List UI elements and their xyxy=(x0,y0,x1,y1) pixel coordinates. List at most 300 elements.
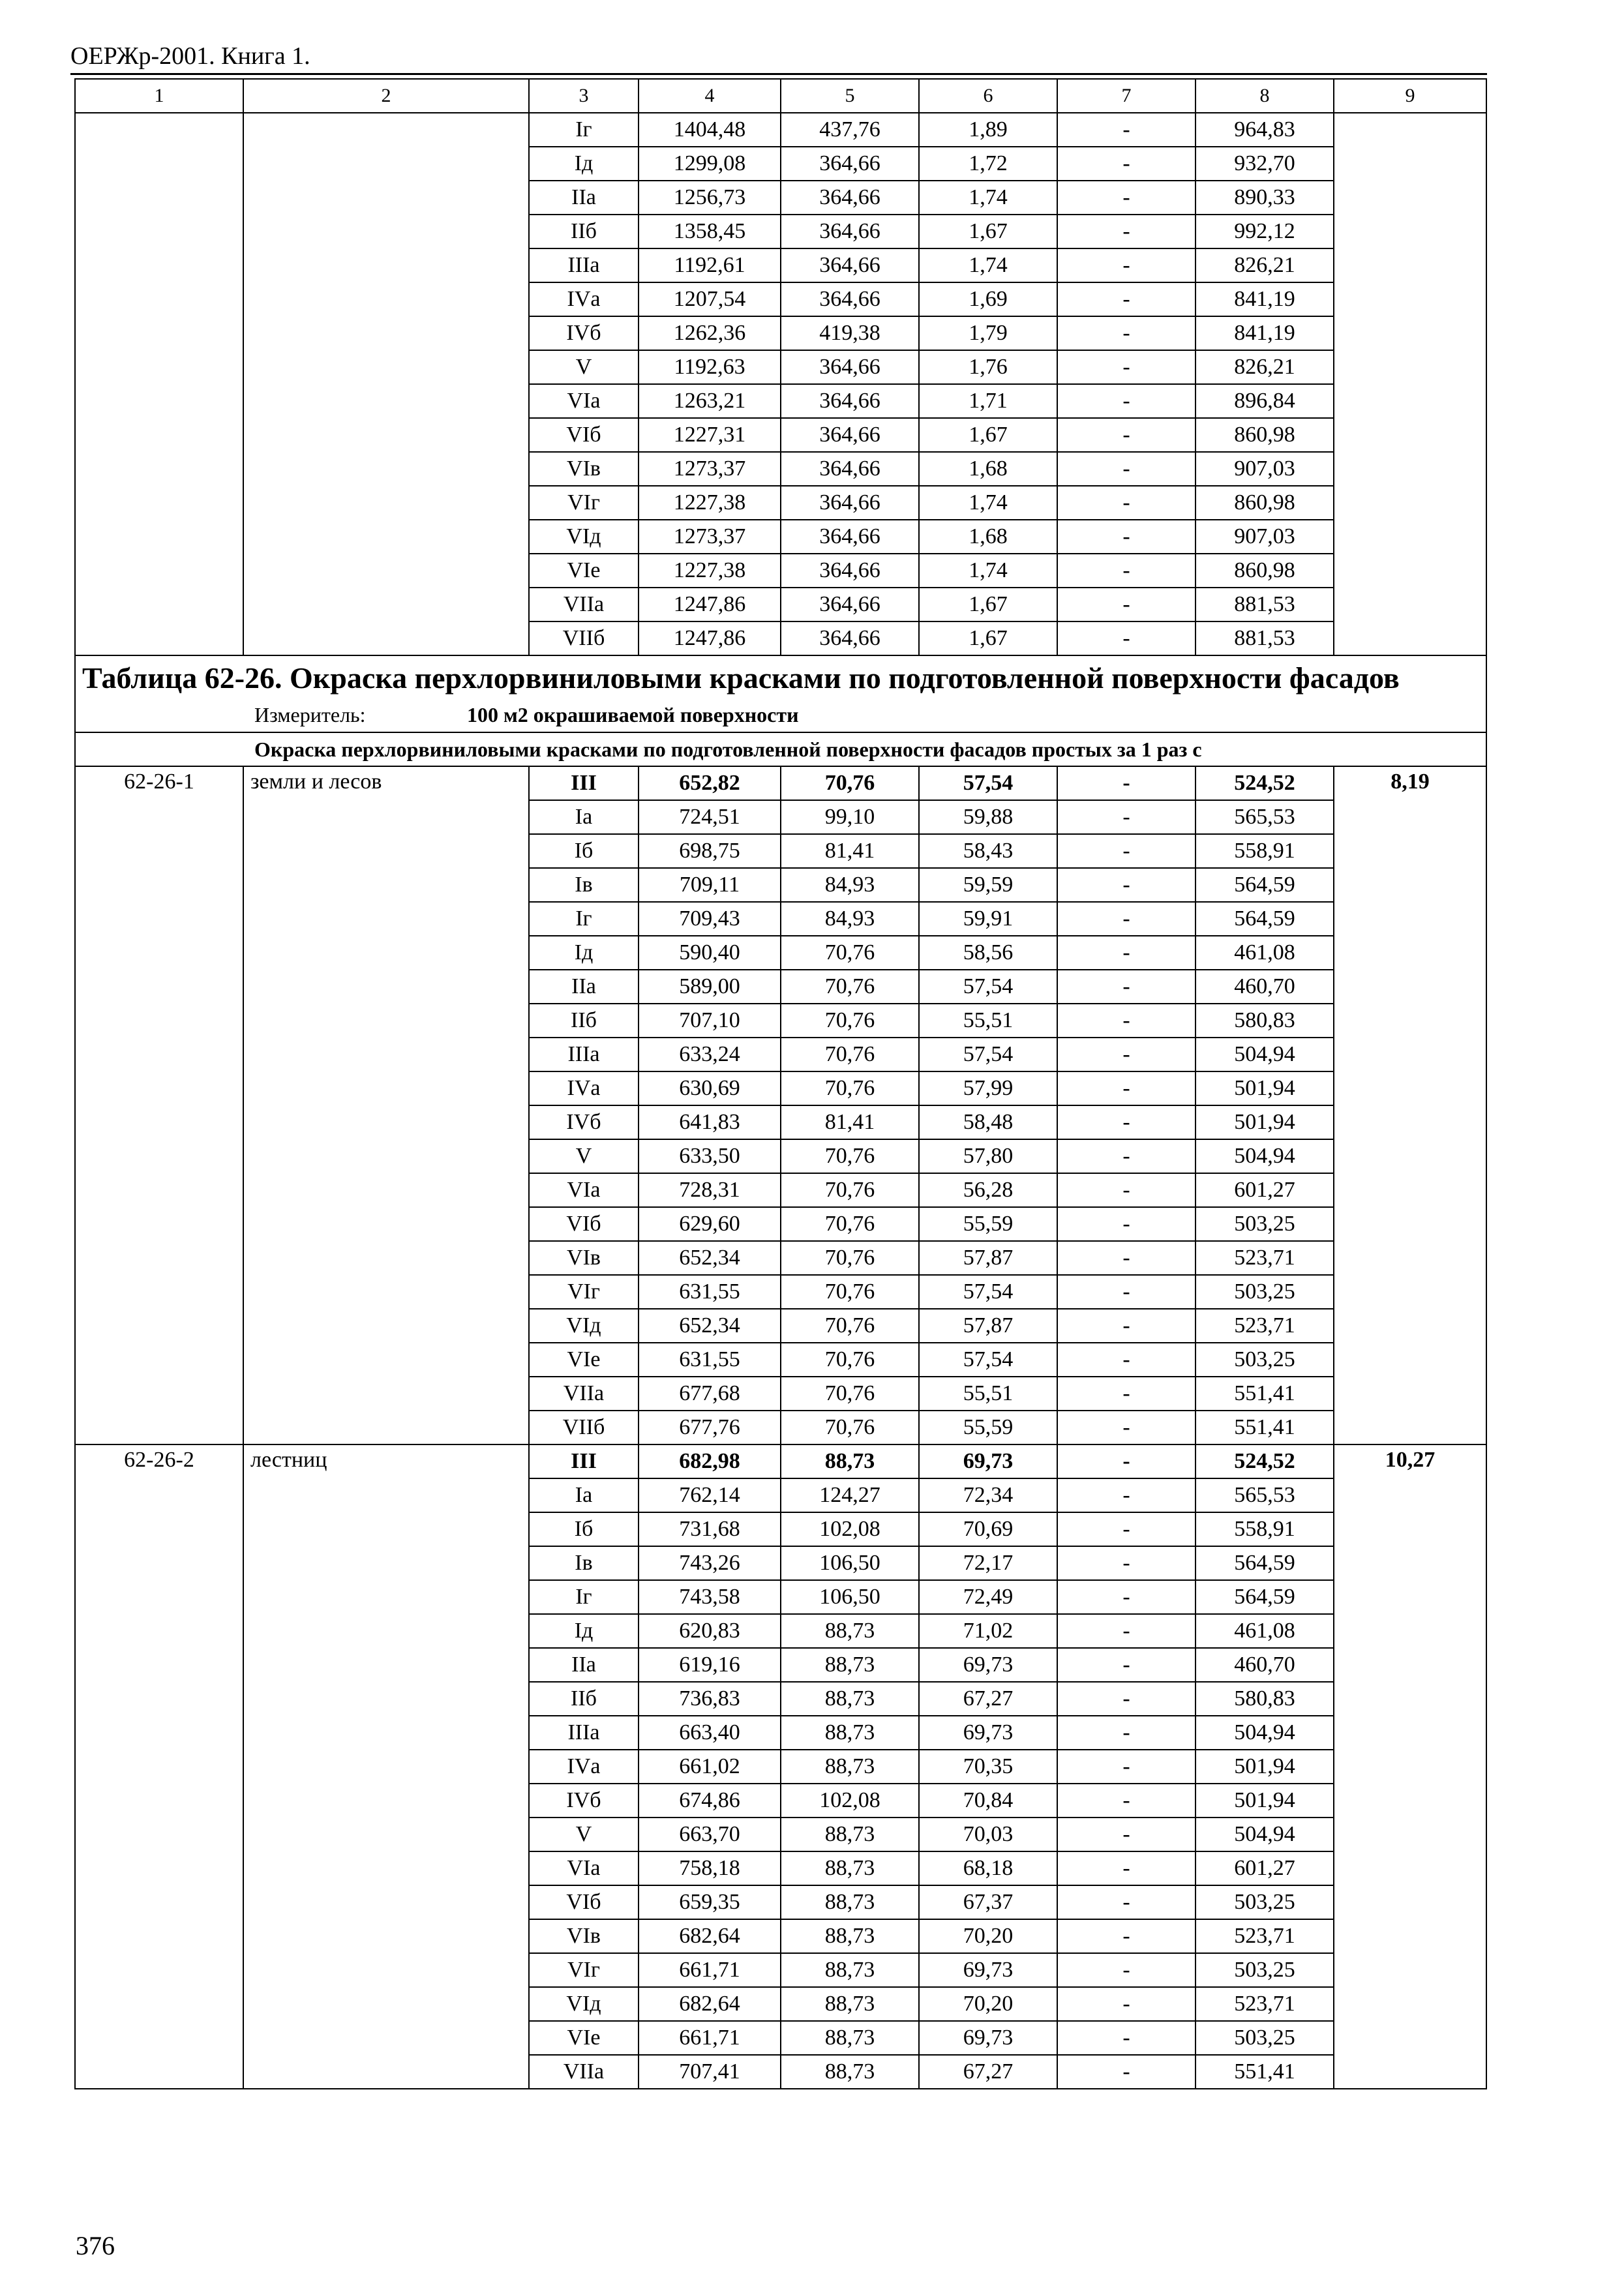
material-cost-cell: 964,83 xyxy=(1195,113,1334,147)
material-cost-cell: 523,71 xyxy=(1195,1987,1334,2021)
material-cost-cell: 523,71 xyxy=(1195,1241,1334,1275)
labor-cost-cell: 364,66 xyxy=(781,418,919,452)
labor-cost-cell: 88,73 xyxy=(781,1648,919,1682)
zone-cell: IIб xyxy=(529,1004,639,1038)
machine-cost-cell: 72,49 xyxy=(919,1580,1057,1614)
machinist-cost-cell: - xyxy=(1057,1038,1195,1071)
zone-cell: IIIа xyxy=(529,1716,639,1750)
machine-cost-cell: 1,68 xyxy=(919,520,1057,554)
machine-cost-cell: 57,87 xyxy=(919,1241,1057,1275)
machinist-cost-cell: - xyxy=(1057,1750,1195,1784)
total-cost-cell: 652,34 xyxy=(639,1309,781,1343)
zone-cell: Iг xyxy=(529,902,639,936)
material-cost-cell: 551,41 xyxy=(1195,1377,1334,1411)
labor-cost-cell: 364,66 xyxy=(781,384,919,418)
machine-cost-cell: 1,67 xyxy=(919,418,1057,452)
machinist-cost-cell: - xyxy=(1057,1512,1195,1546)
zone-cell: Iб xyxy=(529,1512,639,1546)
material-cost-cell: 907,03 xyxy=(1195,452,1334,486)
column-number: 8 xyxy=(1195,79,1334,113)
machine-cost-cell: 57,54 xyxy=(919,970,1057,1004)
machinist-cost-cell: - xyxy=(1057,1478,1195,1512)
material-cost-cell: 503,25 xyxy=(1195,1953,1334,1987)
zone-cell: VIд xyxy=(529,1309,639,1343)
section-subtitle: Окраска перхлорвиниловыми красками по подготовленной поверхности фасадов простых за 1 раз с xyxy=(75,732,1486,766)
total-cost-cell: 674,86 xyxy=(639,1784,781,1818)
labor-cost-cell: 70,76 xyxy=(781,1309,919,1343)
labor-cost-cell: 106,50 xyxy=(781,1546,919,1580)
material-cost-cell: 826,21 xyxy=(1195,350,1334,384)
total-cost-cell: 589,00 xyxy=(639,970,781,1004)
machinist-cost-cell: - xyxy=(1057,1919,1195,1953)
machinist-cost-cell: - xyxy=(1057,1309,1195,1343)
machinist-cost-cell: - xyxy=(1057,2021,1195,2055)
machine-cost-cell: 1,67 xyxy=(919,621,1057,655)
machinist-cost-cell: - xyxy=(1057,834,1195,868)
labor-cost-cell: 364,66 xyxy=(781,147,919,181)
total-cost-cell: 1192,61 xyxy=(639,248,781,282)
machine-cost-cell: 1,76 xyxy=(919,350,1057,384)
labor-cost-cell: 419,38 xyxy=(781,316,919,350)
labor-cost-cell: 84,93 xyxy=(781,868,919,902)
zone-cell: Iд xyxy=(529,147,639,181)
zone-cell: VIIа xyxy=(529,1377,639,1411)
zone-cell: VIIа xyxy=(529,588,639,621)
zone-cell: IIа xyxy=(529,181,639,215)
zone-cell: VIг xyxy=(529,1275,639,1309)
total-cost-cell: 707,10 xyxy=(639,1004,781,1038)
material-cost-cell: 564,59 xyxy=(1195,1580,1334,1614)
machine-cost-cell: 70,69 xyxy=(919,1512,1057,1546)
name-cell xyxy=(243,113,529,655)
material-cost-cell: 504,94 xyxy=(1195,1038,1334,1071)
zone-cell: VIа xyxy=(529,384,639,418)
material-cost-cell: 504,94 xyxy=(1195,1716,1334,1750)
machinist-cost-cell: - xyxy=(1057,316,1195,350)
machine-cost-cell: 55,59 xyxy=(919,1207,1057,1241)
material-cost-cell: 992,12 xyxy=(1195,215,1334,248)
total-cost-cell: 659,35 xyxy=(639,1885,781,1919)
machine-cost-cell: 70,35 xyxy=(919,1750,1057,1784)
machine-cost-cell: 55,51 xyxy=(919,1377,1057,1411)
zone-cell: VIа xyxy=(529,1851,639,1885)
machinist-cost-cell: - xyxy=(1057,1851,1195,1885)
labor-cost-cell: 88,73 xyxy=(781,1444,919,1478)
table-row xyxy=(75,113,1486,147)
total-cost-cell: 633,50 xyxy=(639,1139,781,1173)
material-cost-cell: 523,71 xyxy=(1195,1309,1334,1343)
zone-cell: IIб xyxy=(529,1682,639,1716)
labor-cost-cell: 88,73 xyxy=(781,2055,919,2089)
zone-cell: Iг xyxy=(529,113,639,147)
machinist-cost-cell: - xyxy=(1057,1580,1195,1614)
column-number: 4 xyxy=(639,79,781,113)
machinist-cost-cell: - xyxy=(1057,1173,1195,1207)
subtitle-row xyxy=(75,732,1486,766)
machine-cost-cell: 69,73 xyxy=(919,1444,1057,1478)
zone-cell: IVб xyxy=(529,1784,639,1818)
material-cost-cell: 601,27 xyxy=(1195,1173,1334,1207)
machine-cost-cell: 69,73 xyxy=(919,1953,1057,1987)
machinist-cost-cell: - xyxy=(1057,384,1195,418)
labor-cost-cell: 81,41 xyxy=(781,1105,919,1139)
material-cost-cell: 461,08 xyxy=(1195,1614,1334,1648)
zone-cell: VIв xyxy=(529,452,639,486)
total-cost-cell: 677,76 xyxy=(639,1411,781,1444)
material-cost-cell: 524,52 xyxy=(1195,1444,1334,1478)
total-cost-cell: 652,82 xyxy=(639,766,781,800)
total-cost-cell: 709,43 xyxy=(639,902,781,936)
zone-cell: V xyxy=(529,1818,639,1851)
zone-cell: VIIа xyxy=(529,2055,639,2089)
meter-label: Измеритель: xyxy=(254,703,366,726)
labor-cost-cell: 70,76 xyxy=(781,1241,919,1275)
zone-cell: Iа xyxy=(529,800,639,834)
section-header xyxy=(75,655,1486,732)
labor-cost-cell: 70,76 xyxy=(781,1173,919,1207)
labor-cost-cell: 88,73 xyxy=(781,1919,919,1953)
labor-cost-cell: 70,76 xyxy=(781,1343,919,1377)
machine-cost-cell: 70,20 xyxy=(919,1987,1057,2021)
total-cost-cell: 682,64 xyxy=(639,1919,781,1953)
zone-cell: IIIа xyxy=(529,1038,639,1071)
labor-cost-cell: 364,66 xyxy=(781,452,919,486)
machinist-cost-cell: - xyxy=(1057,1987,1195,2021)
item-code: 62-26-2 xyxy=(75,1444,243,2089)
total-cost-cell: 631,55 xyxy=(639,1275,781,1309)
item-code: 62-26-1 xyxy=(75,766,243,1444)
code-cell xyxy=(75,113,243,655)
machinist-cost-cell: - xyxy=(1057,1953,1195,1987)
machinist-cost-cell: - xyxy=(1057,1071,1195,1105)
material-cost-cell: 580,83 xyxy=(1195,1682,1334,1716)
labor-cost-cell: 102,08 xyxy=(781,1512,919,1546)
labor-cost-cell: 364,66 xyxy=(781,486,919,520)
machine-cost-cell: 59,59 xyxy=(919,868,1057,902)
column-number: 3 xyxy=(529,79,639,113)
page-header-title: ОЕРЖр-2001. Книга 1. xyxy=(70,42,310,70)
material-cost-cell: 580,83 xyxy=(1195,1004,1334,1038)
column-number: 9 xyxy=(1334,79,1486,113)
total-cost-cell: 619,16 xyxy=(639,1648,781,1682)
labor-cost-cell: 88,73 xyxy=(781,1818,919,1851)
zone-cell: IIа xyxy=(529,1648,639,1682)
labor-cost-cell: 88,73 xyxy=(781,1987,919,2021)
column-number: 5 xyxy=(781,79,919,113)
labor-cost-cell: 88,73 xyxy=(781,1614,919,1648)
total-cost-cell: 682,98 xyxy=(639,1444,781,1478)
section-title: Таблица 62-26. Окраска перхлорвиниловыми красками по подготовленной поверхности фасадов xyxy=(82,661,1400,695)
material-cost-cell: 841,19 xyxy=(1195,282,1334,316)
labor-cost-cell: 102,08 xyxy=(781,1784,919,1818)
zone-cell: VIв xyxy=(529,1241,639,1275)
machinist-cost-cell: - xyxy=(1057,1614,1195,1648)
machine-cost-cell: 1,68 xyxy=(919,452,1057,486)
labor-hours: 8,19 xyxy=(1334,766,1486,1444)
machine-cost-cell: 69,73 xyxy=(919,1716,1057,1750)
machine-cost-cell: 70,20 xyxy=(919,1919,1057,1953)
labor-cost-cell: 88,73 xyxy=(781,1682,919,1716)
section-header-row xyxy=(75,655,1486,732)
labor-cost-cell: 70,76 xyxy=(781,1071,919,1105)
zone-cell: IVб xyxy=(529,316,639,350)
machinist-cost-cell: - xyxy=(1057,248,1195,282)
machine-cost-cell: 67,27 xyxy=(919,2055,1057,2089)
material-cost-cell: 501,94 xyxy=(1195,1071,1334,1105)
labor-cost-cell: 70,76 xyxy=(781,1038,919,1071)
total-cost-cell: 1192,63 xyxy=(639,350,781,384)
machine-cost-cell: 1,74 xyxy=(919,248,1057,282)
total-cost-cell: 709,11 xyxy=(639,868,781,902)
zone-cell: VIг xyxy=(529,486,639,520)
total-cost-cell: 762,14 xyxy=(639,1478,781,1512)
zone-cell: Iд xyxy=(529,1614,639,1648)
material-cost-cell: 461,08 xyxy=(1195,936,1334,970)
machine-cost-cell: 70,03 xyxy=(919,1818,1057,1851)
labor-cost-cell: 70,76 xyxy=(781,1004,919,1038)
machinist-cost-cell: - xyxy=(1057,1682,1195,1716)
labor-cost-cell: 70,76 xyxy=(781,1139,919,1173)
zone-cell: III xyxy=(529,766,639,800)
labor-cost-cell: 88,73 xyxy=(781,1953,919,1987)
machinist-cost-cell: - xyxy=(1057,1105,1195,1139)
machinist-cost-cell: - xyxy=(1057,588,1195,621)
material-cost-cell: 503,25 xyxy=(1195,2021,1334,2055)
machinist-cost-cell: - xyxy=(1057,520,1195,554)
labor-cost-cell: 88,73 xyxy=(781,1716,919,1750)
machinist-cost-cell: - xyxy=(1057,1444,1195,1478)
total-cost-cell: 1263,21 xyxy=(639,384,781,418)
zone-cell: IIа xyxy=(529,970,639,1004)
machine-cost-cell: 1,89 xyxy=(919,113,1057,147)
material-cost-cell: 460,70 xyxy=(1195,970,1334,1004)
machine-cost-cell: 72,34 xyxy=(919,1478,1057,1512)
meter-value: 100 м2 окрашиваемой поверхности xyxy=(467,703,799,726)
material-cost-cell: 565,53 xyxy=(1195,1478,1334,1512)
machine-cost-cell: 59,88 xyxy=(919,800,1057,834)
zone-cell: VIа xyxy=(529,1173,639,1207)
machinist-cost-cell: - xyxy=(1057,1343,1195,1377)
labor-cost-cell: 364,66 xyxy=(781,282,919,316)
machine-cost-cell: 55,59 xyxy=(919,1411,1057,1444)
item-name: земли и лесов xyxy=(243,766,529,1444)
machinist-cost-cell: - xyxy=(1057,1139,1195,1173)
zone-cell: VIб xyxy=(529,1207,639,1241)
item-name: лестниц xyxy=(243,1444,529,2089)
total-cost-cell: 743,26 xyxy=(639,1546,781,1580)
total-cost-cell: 677,68 xyxy=(639,1377,781,1411)
machinist-cost-cell: - xyxy=(1057,113,1195,147)
total-cost-cell: 707,41 xyxy=(639,2055,781,2089)
material-cost-cell: 860,98 xyxy=(1195,418,1334,452)
labor-cost-cell: 364,66 xyxy=(781,588,919,621)
column-number: 1 xyxy=(75,79,243,113)
machinist-cost-cell: - xyxy=(1057,418,1195,452)
total-cost-cell: 620,83 xyxy=(639,1614,781,1648)
machinist-cost-cell: - xyxy=(1057,1207,1195,1241)
total-cost-cell: 1273,37 xyxy=(639,452,781,486)
zone-cell: VIг xyxy=(529,1953,639,1987)
total-cost-cell: 1273,37 xyxy=(639,520,781,554)
total-cost-cell: 629,60 xyxy=(639,1207,781,1241)
labor-cost-cell: 364,66 xyxy=(781,350,919,384)
total-cost-cell: 724,51 xyxy=(639,800,781,834)
total-cost-cell: 1358,45 xyxy=(639,215,781,248)
machinist-cost-cell: - xyxy=(1057,1716,1195,1750)
total-cost-cell: 631,55 xyxy=(639,1343,781,1377)
material-cost-cell: 501,94 xyxy=(1195,1750,1334,1784)
zone-cell: VIд xyxy=(529,520,639,554)
machinist-cost-cell: - xyxy=(1057,215,1195,248)
machinist-cost-cell: - xyxy=(1057,621,1195,655)
material-cost-cell: 564,59 xyxy=(1195,868,1334,902)
zone-cell: Iа xyxy=(529,1478,639,1512)
material-cost-cell: 601,27 xyxy=(1195,1851,1334,1885)
labor-cost-cell: 124,27 xyxy=(781,1478,919,1512)
total-cost-cell: 1227,31 xyxy=(639,418,781,452)
labor-cost-cell: 364,66 xyxy=(781,181,919,215)
zone-cell: Iв xyxy=(529,1546,639,1580)
material-cost-cell: 503,25 xyxy=(1195,1343,1334,1377)
material-cost-cell: 881,53 xyxy=(1195,588,1334,621)
material-cost-cell: 564,59 xyxy=(1195,902,1334,936)
machinist-cost-cell: - xyxy=(1057,1241,1195,1275)
zone-cell: VIд xyxy=(529,1987,639,2021)
machine-cost-cell: 1,74 xyxy=(919,181,1057,215)
column-number: 7 xyxy=(1057,79,1195,113)
machine-cost-cell: 1,71 xyxy=(919,384,1057,418)
machinist-cost-cell: - xyxy=(1057,486,1195,520)
machine-cost-cell: 67,27 xyxy=(919,1682,1057,1716)
machinist-cost-cell: - xyxy=(1057,1411,1195,1444)
zone-cell: IVб xyxy=(529,1105,639,1139)
machine-cost-cell: 57,54 xyxy=(919,1038,1057,1071)
total-cost-cell: 1262,36 xyxy=(639,316,781,350)
total-cost-cell: 1404,48 xyxy=(639,113,781,147)
labor-cost-cell: 88,73 xyxy=(781,1851,919,1885)
column-number-row xyxy=(75,79,1486,113)
machinist-cost-cell: - xyxy=(1057,181,1195,215)
labor-cost-cell: 84,93 xyxy=(781,902,919,936)
labor-cost-cell: 88,73 xyxy=(781,1750,919,1784)
zone-cell: III xyxy=(529,1444,639,1478)
machinist-cost-cell: - xyxy=(1057,452,1195,486)
machine-cost-cell: 57,87 xyxy=(919,1309,1057,1343)
total-cost-cell: 1227,38 xyxy=(639,554,781,588)
total-cost-cell: 1299,08 xyxy=(639,147,781,181)
total-cost-cell: 1247,86 xyxy=(639,588,781,621)
total-cost-cell: 590,40 xyxy=(639,936,781,970)
total-cost-cell: 758,18 xyxy=(639,1851,781,1885)
machine-cost-cell: 1,74 xyxy=(919,554,1057,588)
machinist-cost-cell: - xyxy=(1057,1818,1195,1851)
machine-cost-cell: 56,28 xyxy=(919,1173,1057,1207)
material-cost-cell: 551,41 xyxy=(1195,2055,1334,2089)
zone-cell: VIIб xyxy=(529,1411,639,1444)
labor-cost-cell: 70,76 xyxy=(781,970,919,1004)
machine-cost-cell: 1,72 xyxy=(919,147,1057,181)
zone-cell: VIб xyxy=(529,418,639,452)
total-cost-cell: 728,31 xyxy=(639,1173,781,1207)
zone-cell: IIб xyxy=(529,215,639,248)
table-row xyxy=(75,766,1486,800)
machinist-cost-cell: - xyxy=(1057,970,1195,1004)
material-cost-cell: 524,52 xyxy=(1195,766,1334,800)
machinist-cost-cell: - xyxy=(1057,1275,1195,1309)
material-cost-cell: 504,94 xyxy=(1195,1818,1334,1851)
machine-cost-cell: 1,74 xyxy=(919,486,1057,520)
machine-cost-cell: 69,73 xyxy=(919,2021,1057,2055)
machinist-cost-cell: - xyxy=(1057,2055,1195,2089)
zone-cell: VIе xyxy=(529,554,639,588)
labor-cost-cell: 88,73 xyxy=(781,2021,919,2055)
zone-cell: IVа xyxy=(529,282,639,316)
zone-cell: VIIб xyxy=(529,621,639,655)
material-cost-cell: 564,59 xyxy=(1195,1546,1334,1580)
machine-cost-cell: 55,51 xyxy=(919,1004,1057,1038)
labor-cost-cell: 364,66 xyxy=(781,621,919,655)
total-cost-cell: 630,69 xyxy=(639,1071,781,1105)
labor-cost-cell: 81,41 xyxy=(781,834,919,868)
labor-hours-cell xyxy=(1334,113,1486,655)
zone-cell: VIв xyxy=(529,1919,639,1953)
material-cost-cell: 503,25 xyxy=(1195,1207,1334,1241)
material-cost-cell: 896,84 xyxy=(1195,384,1334,418)
total-cost-cell: 663,70 xyxy=(639,1818,781,1851)
total-cost-cell: 731,68 xyxy=(639,1512,781,1546)
total-cost-cell: 1227,38 xyxy=(639,486,781,520)
machine-cost-cell: 57,99 xyxy=(919,1071,1057,1105)
header-rule xyxy=(70,73,1487,75)
material-cost-cell: 907,03 xyxy=(1195,520,1334,554)
machinist-cost-cell: - xyxy=(1057,1377,1195,1411)
material-cost-cell: 932,70 xyxy=(1195,147,1334,181)
machine-cost-cell: 57,54 xyxy=(919,1343,1057,1377)
labor-cost-cell: 70,76 xyxy=(781,1207,919,1241)
machinist-cost-cell: - xyxy=(1057,1648,1195,1682)
total-cost-cell: 1247,86 xyxy=(639,621,781,655)
labor-cost-cell: 70,76 xyxy=(781,1411,919,1444)
labor-cost-cell: 106,50 xyxy=(781,1580,919,1614)
machine-cost-cell: 1,79 xyxy=(919,316,1057,350)
labor-cost-cell: 364,66 xyxy=(781,520,919,554)
machinist-cost-cell: - xyxy=(1057,1784,1195,1818)
zone-cell: IIIа xyxy=(529,248,639,282)
machine-cost-cell: 67,37 xyxy=(919,1885,1057,1919)
material-cost-cell: 841,19 xyxy=(1195,316,1334,350)
labor-cost-cell: 364,66 xyxy=(781,215,919,248)
total-cost-cell: 661,71 xyxy=(639,1953,781,1987)
machinist-cost-cell: - xyxy=(1057,1004,1195,1038)
machine-cost-cell: 69,73 xyxy=(919,1648,1057,1682)
machine-cost-cell: 57,54 xyxy=(919,1275,1057,1309)
total-cost-cell: 743,58 xyxy=(639,1580,781,1614)
labor-hours: 10,27 xyxy=(1334,1444,1486,2089)
machinist-cost-cell: - xyxy=(1057,1885,1195,1919)
machinist-cost-cell: - xyxy=(1057,1546,1195,1580)
page-number: 376 xyxy=(76,2231,115,2260)
labor-cost-cell: 70,76 xyxy=(781,1377,919,1411)
material-cost-cell: 503,25 xyxy=(1195,1885,1334,1919)
machinist-cost-cell: - xyxy=(1057,766,1195,800)
total-cost-cell: 661,71 xyxy=(639,2021,781,2055)
machine-cost-cell: 58,48 xyxy=(919,1105,1057,1139)
zone-cell: Iд xyxy=(529,936,639,970)
total-cost-cell: 663,40 xyxy=(639,1716,781,1750)
price-table xyxy=(74,78,1487,2089)
total-cost-cell: 736,83 xyxy=(639,1682,781,1716)
machinist-cost-cell: - xyxy=(1057,350,1195,384)
